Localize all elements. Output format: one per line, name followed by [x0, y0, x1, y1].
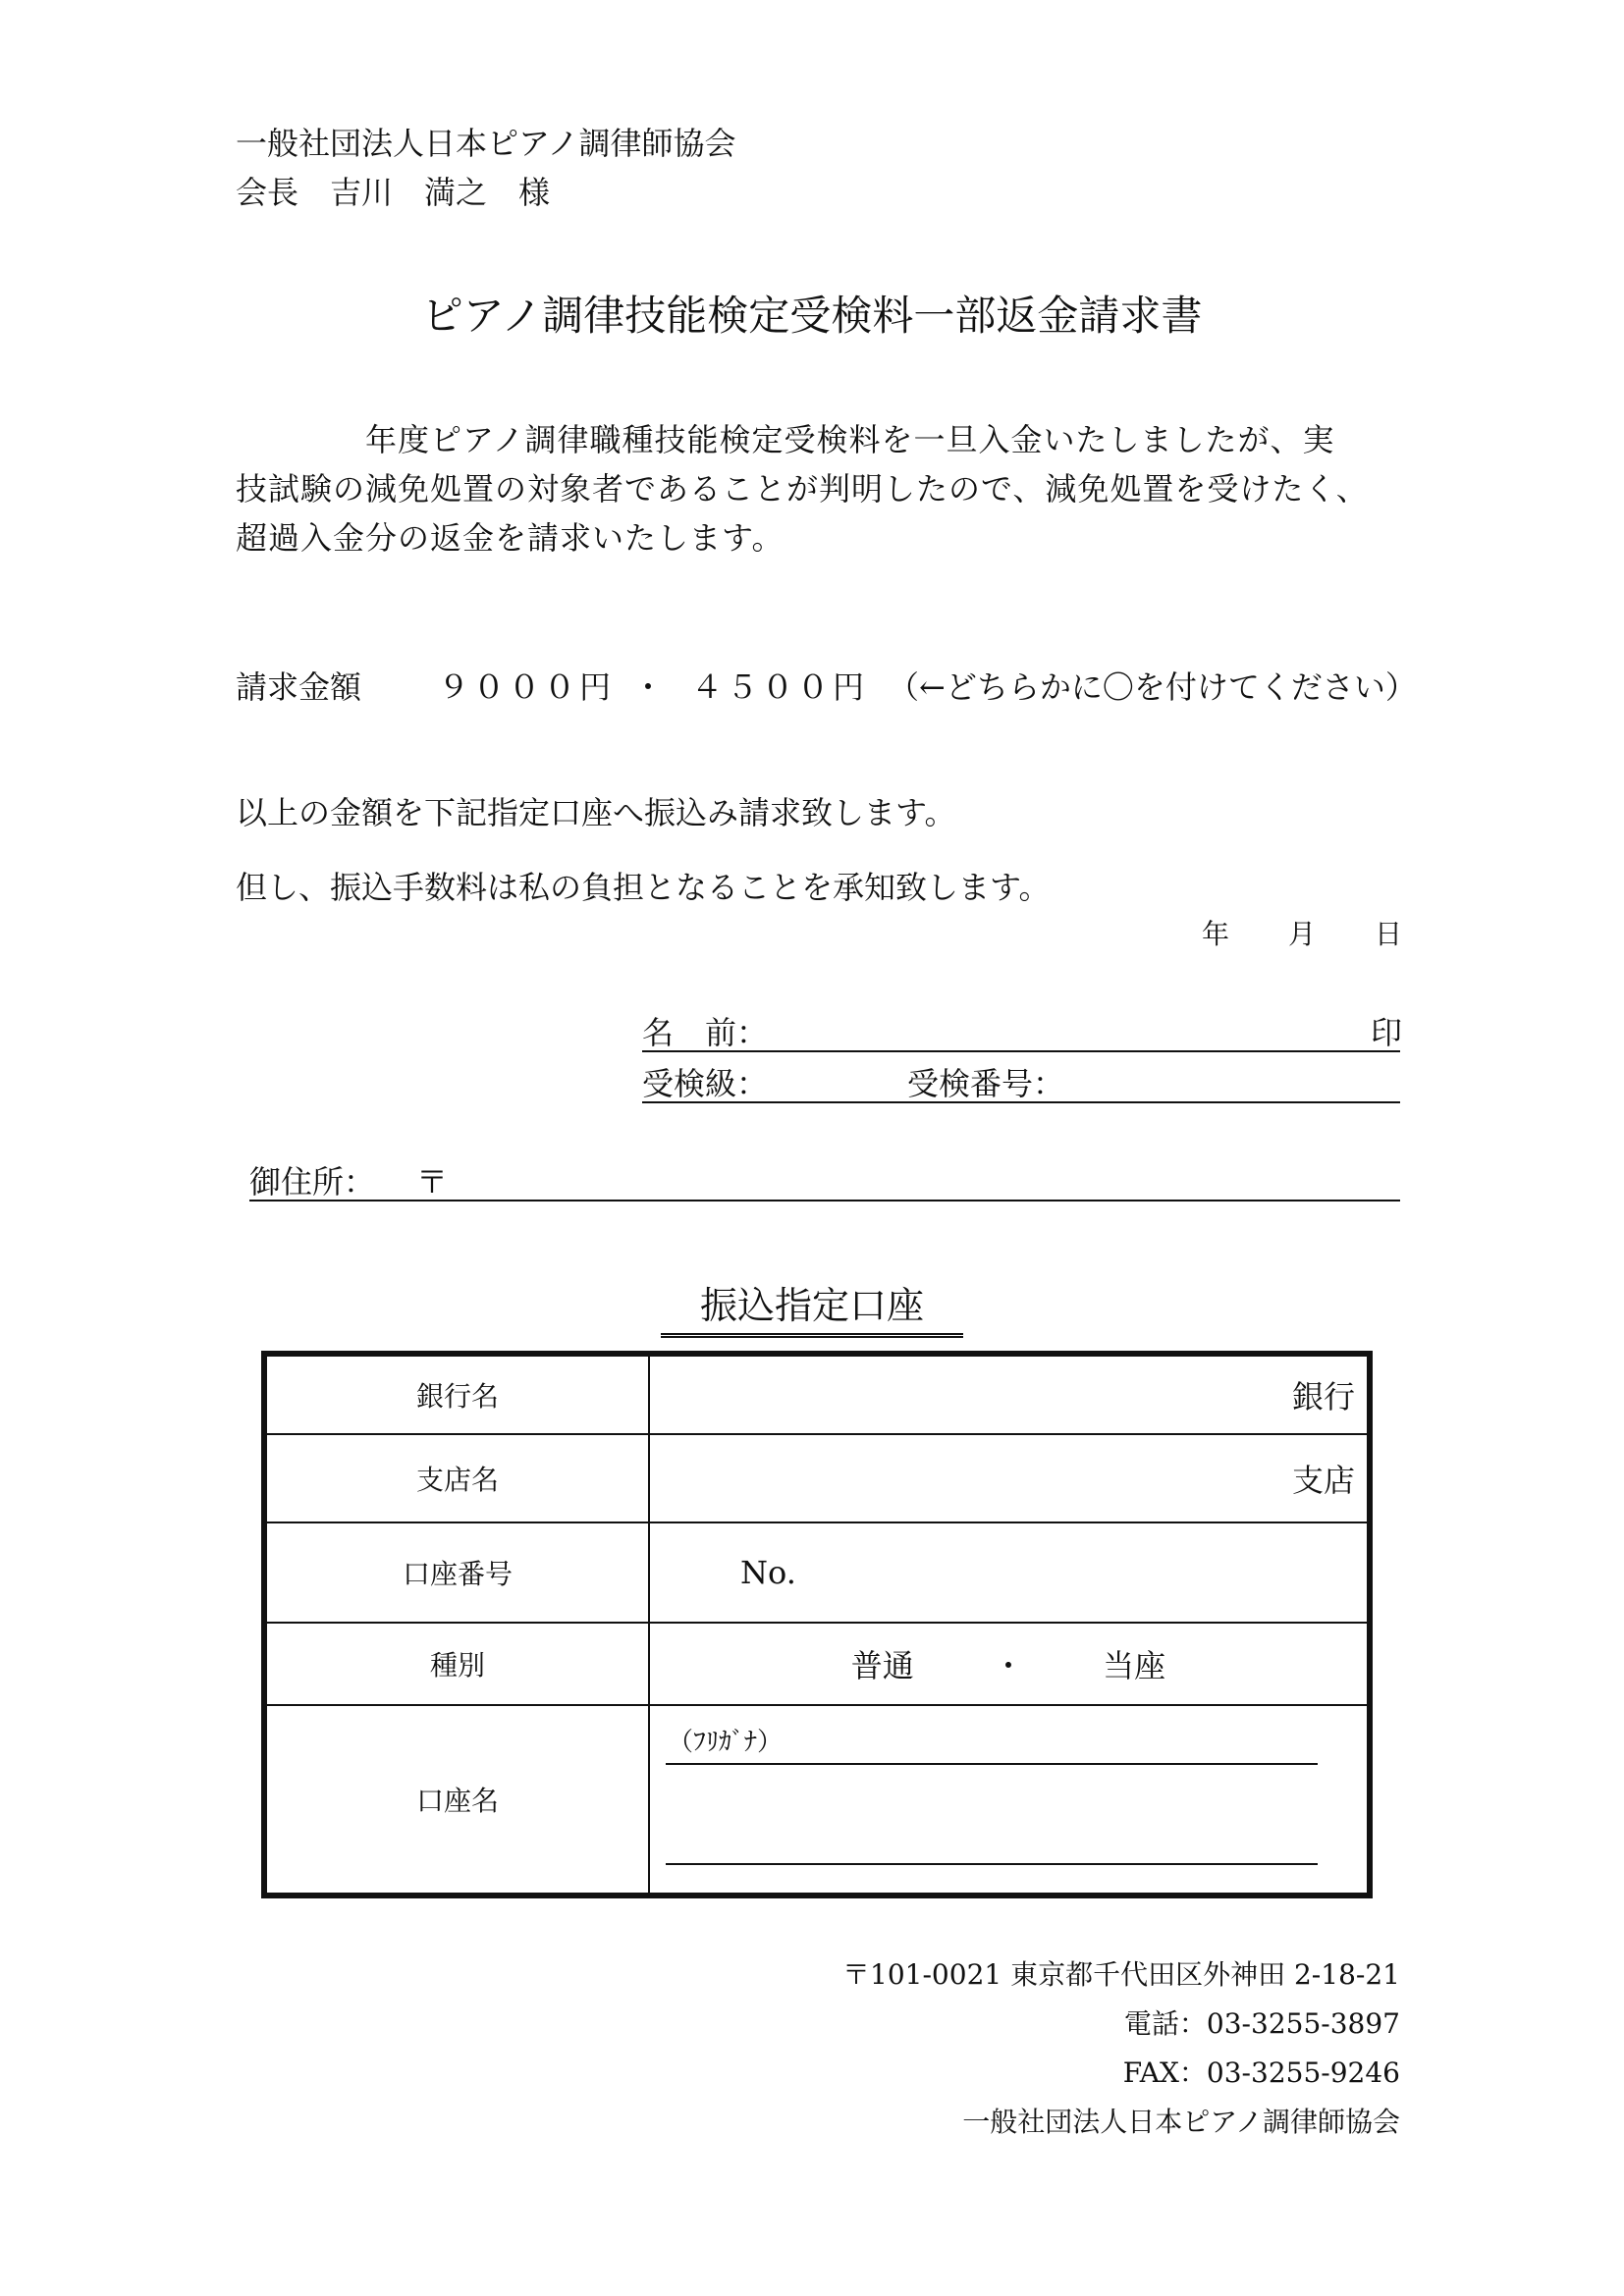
account-type-field [649, 1623, 1370, 1705]
account-holder-row [264, 1705, 1370, 1896]
account-number-row [264, 1522, 1370, 1623]
name-label: 名 前： [642, 1014, 769, 1051]
request-amount-separator: ・ [632, 668, 665, 706]
account-type-separator: ・ [992, 1647, 1024, 1684]
addressee-name: 会長 吉川 満之 様 [236, 174, 551, 211]
account-type-current[interactable]: 当座 [1103, 1647, 1166, 1684]
addressee-org: 一般社団法人日本ピアノ調律師協会 [236, 125, 736, 162]
body-line-3: 超過入金分の返金を請求いたします。 [236, 519, 785, 557]
account-type-label: 種別 [264, 1623, 649, 1705]
address-input-line[interactable] [249, 1200, 1400, 1201]
document-title: ピアノ調律技能検定受検料一部返金請求書 [421, 292, 1203, 340]
footer-tel: 電話：03-3255-3897 [1123, 2007, 1400, 2040]
request-amount-9000[interactable]: ９０００円 [438, 668, 616, 706]
account-number-field[interactable] [649, 1522, 1370, 1623]
postal-mark: 〒 [416, 1163, 449, 1201]
address-label: 御住所： [249, 1163, 376, 1201]
exam-number-label: 受検番号： [907, 1065, 1065, 1102]
date-month: 月 [1288, 918, 1317, 950]
account-holder-field[interactable] [649, 1705, 1370, 1896]
account-holder-label: 口座名 [264, 1705, 649, 1896]
account-number-label: 口座番号 [264, 1522, 649, 1623]
holder-name-input-line[interactable] [666, 1863, 1318, 1865]
bank-field[interactable] [649, 1354, 1370, 1434]
grade-label: 受検級： [642, 1065, 769, 1102]
bank-label: 銀行名 [264, 1354, 649, 1434]
account-type-row [264, 1623, 1370, 1705]
statement-line-2: 但し、振込手数料は私の負担となることを承知致します。 [236, 869, 1051, 906]
name-input-line[interactable] [642, 1050, 1400, 1052]
body-line-1: 年度ピアノ調律職種技能検定受検料を一旦入金いたしましたが、実 [236, 421, 1335, 458]
request-note: （←どちらかに〇を付けてください） [888, 668, 1417, 706]
grade-number-input-line[interactable] [642, 1101, 1400, 1103]
footer-org: 一般社団法人日本ピアノ調律師協会 [962, 2106, 1400, 2138]
furigana-label: （ﾌﾘｶﾞﾅ） [668, 1728, 784, 1757]
account-type-ordinary[interactable]: 普通 [850, 1647, 914, 1684]
request-amount-4500[interactable]: ４５００円 [691, 668, 869, 706]
branch-row [264, 1434, 1370, 1522]
seal-mark: 印 [1371, 1014, 1403, 1051]
account-heading: 振込指定口座 [0, 1282, 1624, 1338]
statement-line-1: 以上の金額を下記指定口座へ振込み請求致します。 [236, 794, 956, 831]
request-label: 請求金額 [236, 668, 362, 706]
bank-row [264, 1354, 1370, 1434]
date-year: 年 [1202, 918, 1230, 950]
furigana-input-line[interactable] [666, 1763, 1318, 1765]
date-day: 日 [1375, 918, 1403, 950]
footer-fax: FAX：03-3255-9246 [1122, 2056, 1400, 2089]
branch-suffix: 支店 [1291, 1462, 1355, 1499]
branch-field[interactable] [649, 1434, 1370, 1522]
footer-address: 〒101-0021 東京都千代田区外神田 2-18-21 [842, 1958, 1400, 1991]
account-table [261, 1351, 1373, 1898]
branch-label: 支店名 [264, 1434, 649, 1522]
body-line-2: 技試験の減免処置の対象者であることが判明したので、減免処置を受けたく、 [236, 470, 1369, 507]
bank-suffix: 銀行 [1291, 1378, 1355, 1415]
account-number-prefix: No. [740, 1554, 796, 1591]
